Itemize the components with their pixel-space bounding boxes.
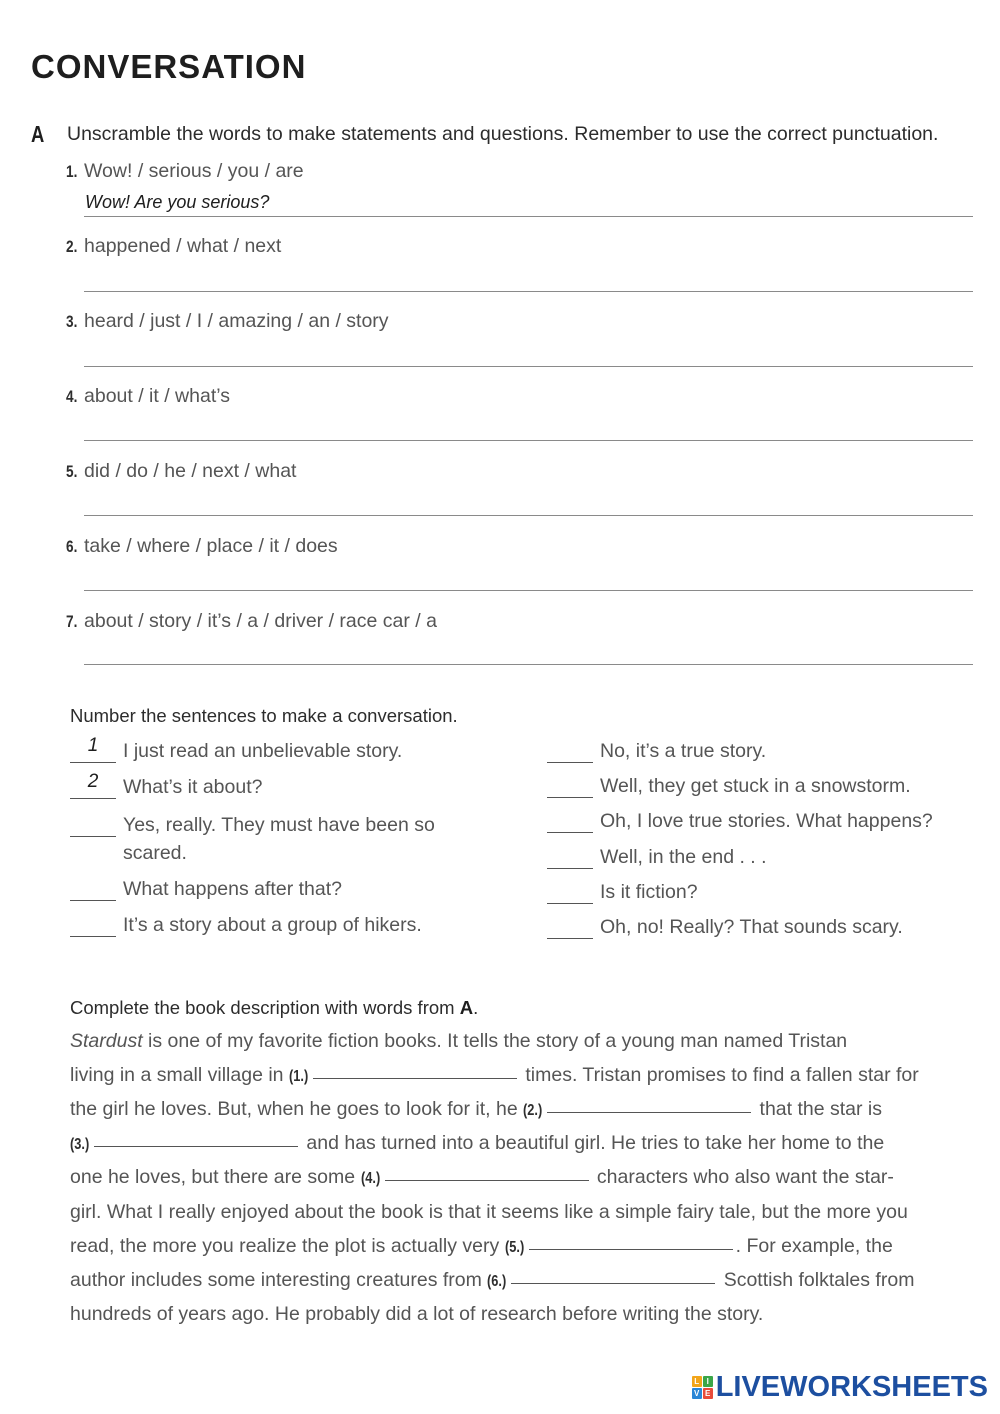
blank-ref-2: (2.) [523, 1102, 543, 1119]
exercise-item-4 [66, 385, 230, 408]
line-text: one he loves, but there are some [70, 1166, 361, 1188]
item-number: 3. [66, 312, 78, 331]
liveworksheets-logo[interactable] [692, 1371, 988, 1404]
conversation-right-2 [547, 775, 911, 798]
paragraph-line-5 [70, 1166, 894, 1189]
blank-ref-4: (4.) [360, 1170, 380, 1187]
item-prompt: heard / just / I / amazing / an / story [84, 310, 389, 332]
line-text: times. Tristan promises to find a fallen star for [519, 1064, 919, 1086]
answer-line-6[interactable] [84, 590, 973, 591]
conversation-left-2 [70, 771, 263, 799]
blank-ref-1: (1.) [288, 1068, 309, 1085]
exercise-item-7 [66, 610, 437, 633]
sentence-text: What happens after that? [123, 878, 342, 900]
conversation-left-1 [70, 735, 403, 763]
line-text: author includes some interesting creatures from [70, 1269, 488, 1291]
item-prompt: happened / what / next [84, 235, 282, 257]
sentence-text: It’s a story about a group of hikers. [123, 914, 422, 936]
conversation-right-3 [547, 810, 933, 833]
fill-blank-4[interactable] [385, 1179, 589, 1181]
conversation-right-5 [547, 881, 698, 904]
conversation-right-1 [547, 740, 766, 763]
answer-line-1[interactable] [84, 216, 973, 217]
conversation-left-3-cont: scared. [123, 842, 187, 864]
item-number: 7. [66, 612, 78, 631]
number-blank[interactable] [70, 771, 116, 799]
sentence-text: Well, in the end . . . [600, 846, 767, 868]
conversation-right-6 [547, 916, 903, 939]
fill-blank-1[interactable] [313, 1077, 517, 1079]
line-text: and has turned into a beautiful girl. He tries to take her home to the [301, 1132, 885, 1154]
paragraph-line-7 [70, 1235, 893, 1258]
sentence-text: Yes, really. They must have been so [123, 814, 435, 836]
sentence-text: Well, they get stuck in a snowstorm. [600, 775, 911, 797]
item-number: 6. [66, 537, 78, 556]
answer-line-7[interactable] [84, 664, 973, 665]
paragraph-line-4 [70, 1132, 884, 1155]
section-a-letter: A [31, 121, 45, 147]
sentence-text: Oh, I love true stories. What happens? [600, 810, 933, 832]
number-blank[interactable] [547, 916, 593, 939]
fill-blank-2[interactable] [547, 1111, 751, 1113]
exercise-item-5 [66, 460, 296, 483]
section-c-instruction [70, 997, 478, 1019]
sentence-text: What’s it about? [123, 776, 263, 798]
instruction-end: . [473, 997, 479, 1018]
blank-answer: 1 [87, 735, 99, 756]
item-number: 2. [66, 237, 78, 256]
line-text: . For example, the [735, 1235, 893, 1257]
item-number: 4. [66, 387, 78, 406]
item-number: 1. [66, 162, 78, 181]
paragraph-line-9: hundreds of years ago. He probably did a lot of research before writing the story. [70, 1303, 764, 1325]
paragraph-line-8 [70, 1269, 914, 1292]
instruction-bold: A [459, 997, 474, 1018]
logo-mark-letter: L [692, 1376, 702, 1387]
paragraph-line-2 [70, 1064, 919, 1087]
section-b-instruction: Number the sentences to make a conversation. [70, 705, 458, 726]
fill-blank-5[interactable] [529, 1248, 733, 1250]
blank-ref-3: (3.) [70, 1136, 90, 1153]
conversation-left-4 [70, 878, 342, 901]
item-prompt: about / it / what’s [84, 385, 230, 407]
section-a-instruction: Unscramble the words to make statements and questions. Remember to use the correct punctuation. [67, 123, 939, 145]
line-text: read, the more you realize the plot is actually very [70, 1235, 505, 1257]
line-text: that the star is [754, 1098, 883, 1120]
line-text: is one of my favorite fiction books. It tells the story of a young man named Tristan [142, 1030, 848, 1052]
line-text: the girl he loves. But, when he goes to look for it, he [70, 1098, 524, 1120]
paragraph-line-1 [70, 1030, 847, 1053]
exercise-item-2 [66, 235, 281, 258]
number-blank[interactable] [547, 810, 593, 833]
item-prompt: about / story / it’s / a / driver / race car / a [84, 610, 437, 632]
page-title: CONVERSATION [31, 48, 307, 85]
line-text: Scottish folktales from [718, 1269, 915, 1291]
logo-mark-letter: E [703, 1388, 713, 1399]
number-blank[interactable] [70, 914, 116, 937]
exercise-item-1 [66, 160, 304, 183]
number-blank[interactable] [547, 846, 593, 869]
instruction-text: Complete the book description with words from [70, 997, 460, 1018]
number-blank[interactable] [70, 878, 116, 901]
answer-line-5[interactable] [84, 515, 973, 516]
number-blank[interactable] [70, 735, 116, 763]
exercise-item-6 [66, 535, 338, 558]
item-prompt: Wow! / serious / you / are [84, 160, 304, 182]
blank-ref-5: (5.) [504, 1239, 524, 1256]
line-text: living in a small village in [70, 1064, 289, 1086]
conversation-right-4 [547, 846, 767, 869]
conversation-left-3 [70, 814, 435, 837]
paragraph-line-3 [70, 1098, 882, 1121]
blank-ref-6: (6.) [487, 1273, 507, 1290]
answer-line-3[interactable] [84, 366, 973, 367]
logo-text: LIVEWORKSHEETS [715, 1371, 988, 1403]
sentence-text: I just read an unbelievable story. [123, 740, 403, 762]
book-title: Stardust [70, 1030, 143, 1052]
line-text: characters who also want the star- [591, 1166, 894, 1188]
item-prompt: take / where / place / it / does [84, 535, 338, 557]
fill-blank-6[interactable] [511, 1282, 715, 1284]
fill-blank-3[interactable] [94, 1145, 298, 1147]
paragraph-line-6: girl. What I really enjoyed about the book is that it seems like a simple fairy tale, but the more you [70, 1201, 908, 1223]
answer-line-2[interactable] [84, 291, 973, 292]
sentence-text: Oh, no! Really? That sounds scary. [600, 916, 903, 938]
sentence-text: No, it’s a true story. [600, 740, 767, 762]
answer-line-4[interactable] [84, 440, 973, 441]
number-blank[interactable] [547, 775, 593, 798]
number-blank[interactable] [70, 814, 116, 837]
sentence-text: Is it fiction? [600, 881, 698, 903]
logo-mark-icon [692, 1376, 713, 1399]
item-prompt: did / do / he / next / what [84, 460, 297, 482]
number-blank[interactable] [547, 740, 593, 763]
number-blank[interactable] [547, 881, 593, 904]
item-number: 5. [66, 462, 78, 481]
conversation-left-5 [70, 914, 422, 937]
exercise-item-3 [66, 310, 389, 333]
logo-mark-letter: V [692, 1388, 702, 1399]
logo-mark-letter: I [703, 1376, 713, 1387]
blank-answer: 2 [87, 771, 99, 792]
answer-example: Wow! Are you serious? [85, 192, 270, 212]
